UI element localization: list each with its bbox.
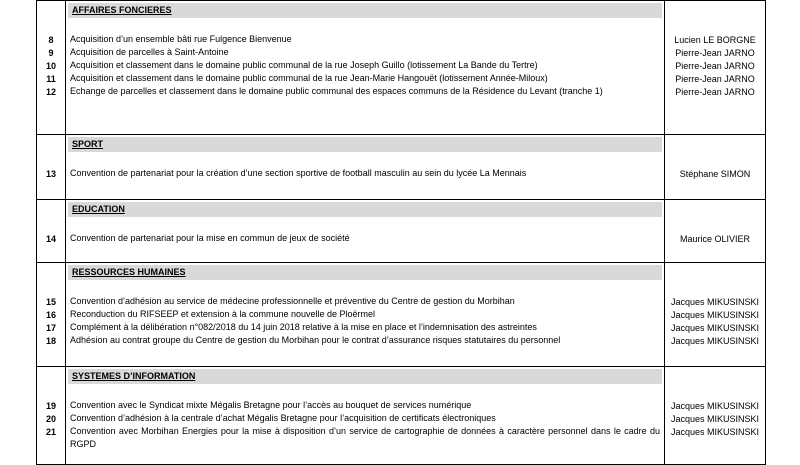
item-number: 14	[45, 234, 56, 244]
item-subject: Convention d’adhésion au service de médecine professionnelle et préventive du Centre de gestion du Morbihan	[70, 296, 515, 306]
item-number: 8	[48, 35, 54, 45]
item-subject: Complément à la délibération n°082/2018 du 14 juin 2018 relative à la mise en place et l’indemnisation des astreintes	[70, 322, 537, 332]
section-heading: EDUCATION	[68, 202, 662, 217]
section-heading: RESSOURCES HUMAINES	[68, 265, 662, 280]
subject-column	[66, 1, 665, 135]
agenda-body	[37, 1, 766, 465]
section-row	[37, 263, 766, 367]
rapporteur-column	[665, 135, 766, 200]
item-subject: Convention avec Morbihan Energies pour la mise à disposition d’un service de cartographie de données à caractère personnel dans le cadre du RGPD	[70, 426, 660, 449]
item-number: 10	[45, 61, 56, 71]
rapporteur-column	[665, 200, 766, 263]
item-rapporteur: Jacques MIKUSINSKI	[670, 401, 760, 411]
item-number: 17	[45, 323, 56, 333]
item-rapporteur: Jacques MIKUSINSKI	[670, 310, 760, 320]
item-rapporteur: Lucien LE BORGNE	[674, 35, 756, 45]
item-subject: Acquisition et classement dans le domaine public communal de la rue Jean-Marie Hangouët (lotissement Année-Miloux)	[70, 73, 548, 83]
rapporteur-column	[665, 263, 766, 367]
item-number: 19	[45, 401, 56, 411]
item-rapporteur: Maurice OLIVIER	[679, 234, 751, 244]
item-rapporteur: Jacques MIKUSINSKI	[670, 323, 760, 333]
section-heading: SPORT	[68, 137, 662, 152]
item-subject: Convention avec le Syndicat mixte Mégalis Bretagne pour l’accès au bouquet de services numérique	[70, 400, 472, 410]
item-subject: Echange de parcelles et classement dans le domaine public communal des espaces communs de la Résidence du Levant (tranche 1)	[70, 86, 603, 96]
subject-column	[66, 367, 665, 465]
item-subject: Acquisition d’un ensemble bâti rue Fulgence Bienvenue	[70, 34, 292, 44]
item-subject: Convention de partenariat pour la création d’une section sportive de football masculin au sein du lycée La Mennais	[70, 168, 527, 178]
subject-column	[66, 200, 665, 263]
section-row	[37, 367, 766, 465]
item-number: 21	[45, 427, 56, 437]
item-rapporteur: Jacques MIKUSINSKI	[670, 297, 760, 307]
item-number: 15	[45, 297, 56, 307]
item-subject: Adhésion au contrat groupe du Centre de gestion du Morbihan pour le contrat d’assurance risques statutaires du personnel	[70, 335, 561, 345]
subject-column	[66, 135, 665, 200]
item-number: 18	[45, 336, 56, 346]
item-number: 20	[45, 414, 56, 424]
item-rapporteur: Pierre-Jean JARNO	[675, 87, 755, 97]
item-number-column	[37, 135, 66, 200]
item-number: 9	[48, 48, 54, 58]
section-row	[37, 135, 766, 200]
rapporteur-column	[665, 367, 766, 465]
agenda-table	[36, 0, 766, 465]
item-subject: Convention d’adhésion à la centrale d’achat Mégalis Bretagne pour l’acquisition de certificats électroniques	[70, 413, 496, 423]
item-subject: Reconduction du RIFSEEP et extension à la commune nouvelle de Ploërmel	[70, 309, 376, 319]
item-number-column	[37, 200, 66, 263]
item-rapporteur: Jacques MIKUSINSKI	[670, 336, 760, 346]
item-rapporteur: Pierre-Jean JARNO	[675, 48, 755, 58]
item-subject: Acquisition de parcelles à Saint-Antoine	[70, 47, 229, 57]
item-subject: Acquisition et classement dans le domaine public communal de la rue Joseph Guillo (lotissement La Bande du Tertre)	[70, 60, 538, 70]
section-row	[37, 200, 766, 263]
item-number: 13	[45, 169, 56, 179]
item-rapporteur: Jacques MIKUSINSKI	[670, 427, 760, 437]
section-heading: AFFAIRES FONCIERES	[68, 3, 662, 18]
section-row	[37, 1, 766, 135]
item-number-column	[37, 1, 66, 135]
item-subject: Convention de partenariat pour la mise en commun de jeux de société	[70, 233, 350, 243]
subject-column	[66, 263, 665, 367]
item-rapporteur: Stéphane SIMON	[679, 169, 751, 179]
item-number: 16	[45, 310, 56, 320]
item-number: 11	[46, 74, 56, 84]
item-number: 12	[45, 87, 56, 97]
item-number-column	[37, 367, 66, 465]
item-number-column	[37, 263, 66, 367]
item-rapporteur: Pierre-Jean JARNO	[675, 61, 755, 71]
item-rapporteur: Pierre-Jean JARNO	[675, 74, 755, 84]
section-heading: SYSTEMES D’INFORMATION	[68, 369, 662, 384]
rapporteur-column	[665, 1, 766, 135]
item-rapporteur: Jacques MIKUSINSKI	[670, 414, 760, 424]
